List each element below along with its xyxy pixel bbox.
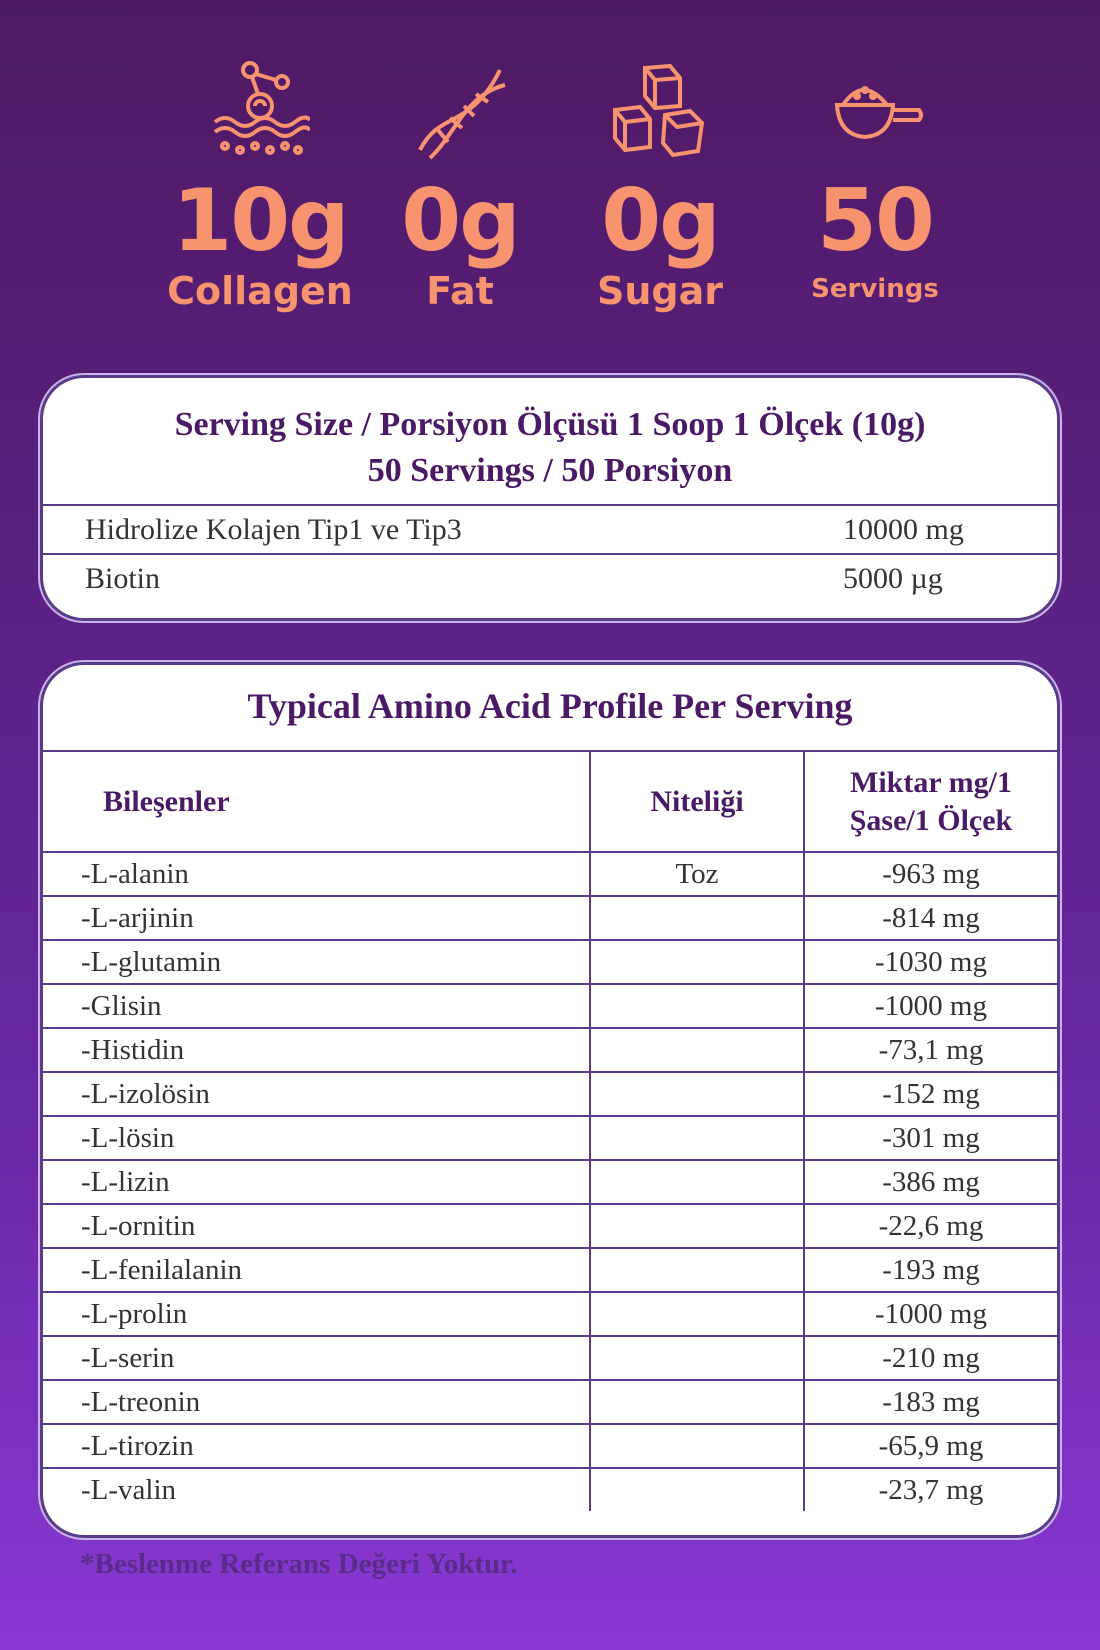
amino-amount: -386 mg <box>804 1160 1057 1204</box>
amino-acid-title: Typical Amino Acid Profile Per Serving <box>247 686 853 726</box>
amino-form <box>590 1160 804 1204</box>
table-row <box>43 1292 1057 1336</box>
table-row <box>43 1204 1057 1248</box>
header-amount-line2: Şase/1 Ölçek <box>849 803 1013 837</box>
amino-amount: -301 mg <box>804 1116 1057 1160</box>
serving-row <box>43 504 1057 554</box>
header-form: Niteliği <box>590 751 804 852</box>
amino-form <box>590 1072 804 1116</box>
table-row <box>43 1468 1057 1511</box>
amino-name: -Glisin <box>43 984 590 1028</box>
table-row <box>43 984 1057 1028</box>
amino-form <box>590 1424 804 1468</box>
stat-label: Sugar <box>596 269 723 313</box>
amino-form <box>590 1204 804 1248</box>
amino-form <box>590 1380 804 1424</box>
amino-amount: -73,1 mg <box>804 1028 1057 1072</box>
amino-amount: -22,6 mg <box>804 1204 1057 1248</box>
amino-name: -L-ornitin <box>43 1204 590 1248</box>
table-row <box>43 1336 1057 1380</box>
amino-form <box>590 1248 804 1292</box>
amino-amount: -23,7 mg <box>804 1468 1057 1511</box>
amino-form: Toz <box>590 852 804 896</box>
table-row <box>43 940 1057 984</box>
amino-form <box>590 984 804 1028</box>
amino-amount: -1030 mg <box>804 940 1057 984</box>
stat-sugar <box>580 60 740 313</box>
amino-name: -Histidin <box>43 1028 590 1072</box>
scoop-icon <box>825 60 925 160</box>
stat-value: 50 <box>817 171 933 271</box>
amino-form <box>590 940 804 984</box>
ingredient-amount: 10000 mg <box>843 513 964 546</box>
stat-label: Servings <box>811 274 939 304</box>
sugar-cubes-icon <box>610 60 710 160</box>
amino-amount: -193 mg <box>804 1248 1057 1292</box>
amino-name: -L-tirozin <box>43 1424 590 1468</box>
amino-name: -L-fenilalanin <box>43 1248 590 1292</box>
amino-amount: -963 mg <box>804 852 1057 896</box>
amino-amount: -183 mg <box>804 1380 1057 1424</box>
servings-count-line: 50 Servings / 50 Porsiyon <box>367 452 733 489</box>
table-row <box>43 1116 1057 1160</box>
amino-amount: -814 mg <box>804 896 1057 940</box>
serving-size-line: Serving Size / Porsiyon Ölçüsü 1 Soop 1 Ölçek (10g) <box>174 406 926 443</box>
amino-amount: -1000 mg <box>804 984 1057 1028</box>
amino-acid-table <box>43 750 1057 1511</box>
amino-name: -L-serin <box>43 1336 590 1380</box>
amino-form <box>590 896 804 940</box>
table-row <box>43 1072 1057 1116</box>
amino-amount: -210 mg <box>804 1336 1057 1380</box>
stat-collagen <box>160 60 360 313</box>
serving-size-heading <box>43 378 1057 504</box>
amino-name: -L-lösin <box>43 1116 590 1160</box>
stat-value: 10g <box>172 171 348 271</box>
table-row <box>43 1380 1057 1424</box>
amino-name: -L-lizin <box>43 1160 590 1204</box>
amino-amount: -1000 mg <box>804 1292 1057 1336</box>
amino-acid-card <box>40 662 1060 1538</box>
amino-form <box>590 1468 804 1511</box>
table-row <box>43 1424 1057 1468</box>
amino-name: -L-alanin <box>43 852 590 896</box>
amino-form <box>590 1028 804 1072</box>
amino-name: -L-prolin <box>43 1292 590 1336</box>
amino-name: -L-treonin <box>43 1380 590 1424</box>
table-row <box>43 1248 1057 1292</box>
amino-name: -L-izolösin <box>43 1072 590 1116</box>
dna-icon <box>410 60 510 160</box>
ingredient-amount: 5000 µg <box>843 562 943 595</box>
amino-name: -L-valin <box>43 1468 590 1511</box>
stats-row <box>0 60 1100 330</box>
table-row <box>43 1028 1057 1072</box>
footnote: *Beslenme Referans Değeri Yoktur. <box>80 1548 518 1580</box>
stat-label: Collagen <box>167 269 353 313</box>
amino-form <box>590 1116 804 1160</box>
serving-row <box>43 553 1057 615</box>
ingredient-name: Biotin <box>85 562 161 595</box>
stat-label: Fat <box>426 269 494 313</box>
amino-amount: -152 mg <box>804 1072 1057 1116</box>
amino-name: -L-arjinin <box>43 896 590 940</box>
header-ingredients: Bileşenler <box>43 751 590 852</box>
stat-fat <box>385 60 535 313</box>
header-amount <box>804 751 1057 852</box>
table-row <box>43 896 1057 940</box>
amino-name: -L-glutamin <box>43 940 590 984</box>
stat-value: 0g <box>601 171 719 271</box>
stat-value: 0g <box>401 171 519 271</box>
header-amount-line1: Miktar mg/1 <box>850 765 1012 799</box>
amino-form <box>590 1336 804 1380</box>
table-header-row <box>43 751 1057 852</box>
collagen-molecule-icon <box>210 60 310 160</box>
table-row <box>43 852 1057 896</box>
ingredient-name: Hidrolize Kolajen Tip1 ve Tip3 <box>85 513 462 546</box>
table-row <box>43 1160 1057 1204</box>
amino-amount: -65,9 mg <box>804 1424 1057 1468</box>
serving-size-card <box>40 375 1060 621</box>
stat-servings <box>790 60 960 302</box>
amino-form <box>590 1292 804 1336</box>
